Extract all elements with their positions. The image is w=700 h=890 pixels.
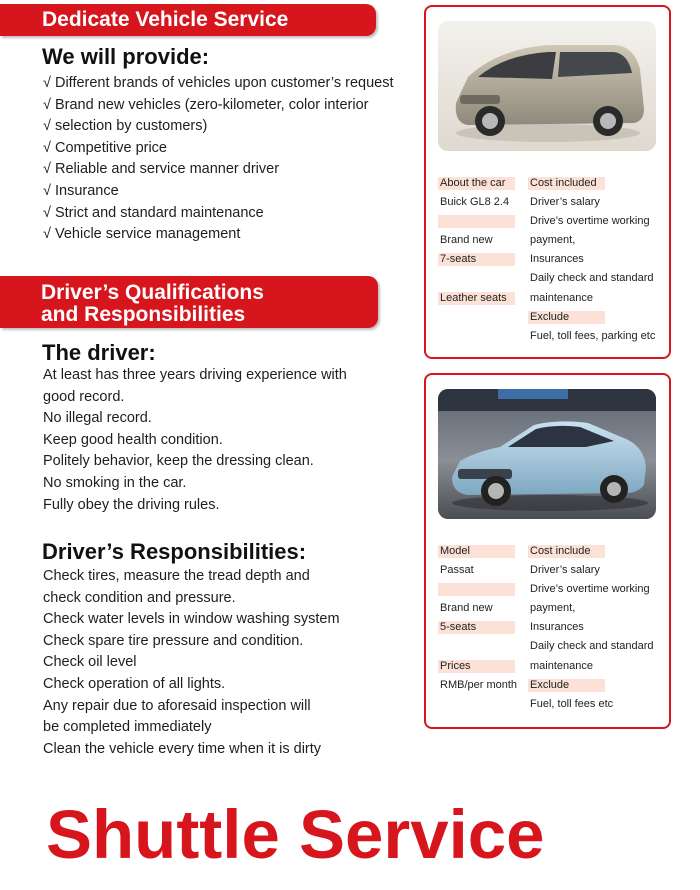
- provide-list-item: √ Competitive price: [43, 139, 168, 156]
- responsibility-list-item: Clean the vehicle every time when it is dirty: [43, 740, 322, 757]
- spec-left-cell: About the car: [438, 177, 515, 190]
- driver-list: [43, 365, 347, 516]
- spec-left-cell: [438, 640, 515, 653]
- spec-row: [438, 289, 668, 308]
- spec-row: [438, 193, 668, 212]
- spec-row: [438, 580, 668, 599]
- driver-list-item: Fully obey the driving rules.: [43, 496, 220, 513]
- driver-list-item: Keep good health condition.: [43, 431, 223, 448]
- spec-row: [438, 657, 668, 676]
- spec-left-cell: Brand new: [440, 234, 493, 247]
- provide-heading: We will provide:: [42, 44, 210, 69]
- spec-left-cell: Leather seats: [438, 292, 515, 305]
- spec-left-cell: [438, 698, 515, 711]
- spec-right-cell: Exclude: [528, 311, 605, 324]
- spec-left-cell: Prices: [438, 660, 515, 673]
- spec-right-cell: Cost included: [528, 177, 605, 190]
- spec-row: [438, 269, 668, 288]
- spec-right-cell: Fuel, toll fees, parking etc: [530, 329, 656, 342]
- responsibility-list-item: be completed immediately: [43, 719, 212, 736]
- driver-list-item: At least has three years driving experience with: [43, 367, 347, 383]
- spec-row: [438, 308, 668, 327]
- spec-left-cell: 7-seats: [438, 253, 515, 266]
- provide-list-item: √ selection by customers): [43, 118, 208, 135]
- section-banner-driver-qualifications: [0, 276, 378, 328]
- responsibility-list-item: Check water levels in window washing system: [43, 611, 340, 628]
- provide-list-item: √ Vehicle service management: [43, 226, 241, 243]
- responsibility-list-item: check condition and pressure.: [43, 589, 236, 606]
- responsibilities-list: [43, 566, 340, 760]
- spec-right-cell: Fuel, toll fees etc: [530, 697, 614, 710]
- driver-list-item: good record.: [43, 388, 125, 405]
- spec-row: [438, 599, 668, 618]
- driver-list-item: Politely behavior, keep the dressing clean.: [43, 453, 314, 470]
- spec-row: [438, 231, 668, 250]
- vehicle-card-minivan: [424, 5, 671, 359]
- spec-right-cell: Daily check and standard: [530, 272, 654, 285]
- sedan-specs-table: [438, 542, 668, 714]
- spec-right-cell: Daily check and standard: [530, 640, 654, 653]
- spec-left-cell: [438, 311, 515, 324]
- spec-left-cell: [438, 583, 515, 596]
- spec-left-cell: [438, 330, 515, 343]
- spec-right-cell: Insurances: [530, 621, 584, 634]
- spec-right-cell: maintenance: [530, 291, 593, 304]
- driver-list-item: No smoking in the car.: [43, 474, 187, 491]
- responsibility-list-item: Any repair due to aforesaid inspection will: [43, 697, 311, 714]
- spec-right-cell: Exclude: [528, 679, 605, 692]
- spec-left-cell: 5-seats: [438, 621, 515, 634]
- vehicle-card-sedan: [424, 373, 671, 729]
- shuttle-service-title: Shuttle Service: [46, 796, 545, 873]
- spec-left-cell: [438, 272, 515, 285]
- provide-list: [43, 73, 394, 246]
- spec-right-cell: Insurances: [530, 253, 584, 266]
- spec-right-cell: payment,: [530, 602, 576, 615]
- spec-left-cell: RMB/per month: [440, 678, 518, 691]
- banner-title-line2: and Responsibilities: [41, 303, 246, 326]
- spec-right-cell: Drive’s overtime working: [530, 215, 650, 228]
- spec-right-cell: maintenance: [530, 659, 593, 672]
- driver-list-item: No illegal record.: [43, 410, 152, 427]
- spec-row: [438, 637, 668, 656]
- provide-list-item: √ Different brands of vehicles upon customer’s request: [43, 75, 394, 91]
- banner-title-line1: Driver’s Qualifications: [41, 281, 264, 304]
- sedan-photo: [438, 389, 656, 519]
- spec-row: [438, 561, 668, 580]
- spec-right-cell: Driver’s salary: [530, 196, 600, 209]
- spec-row: [438, 327, 668, 346]
- spec-row: [438, 542, 668, 561]
- spec-left-cell: [438, 215, 515, 228]
- provide-list-item: √ Insurance: [43, 182, 119, 199]
- responsibility-list-item: Check spare tire pressure and condition.: [43, 632, 304, 649]
- banner-title: Dedicate Vehicle Service: [42, 8, 289, 31]
- provide-list-item: √ Strict and standard maintenance: [43, 204, 264, 221]
- minivan-photo: [438, 21, 656, 151]
- responsibility-list-item: Check oil level: [43, 654, 137, 671]
- spec-row: [438, 618, 668, 637]
- responsibility-list-item: Check operation of all lights.: [43, 675, 226, 692]
- responsibilities-heading: Driver’s Responsibilities:: [42, 539, 307, 564]
- provide-list-item: √ Reliable and service manner driver: [43, 161, 280, 178]
- responsibility-list-item: Check tires, measure the tread depth and: [43, 568, 310, 584]
- spec-right-cell: payment,: [530, 234, 576, 247]
- spec-row: [438, 250, 668, 269]
- spec-row: [438, 212, 668, 231]
- spec-left-cell: Buick GL8 2.4: [440, 196, 510, 209]
- spec-left-cell: Passat: [440, 564, 474, 577]
- spec-right-cell: Cost include: [528, 545, 605, 558]
- minivan-specs-table: [438, 174, 668, 346]
- section-banner-vehicle-service: [0, 4, 376, 36]
- spec-row: [438, 174, 668, 193]
- spec-row: [438, 695, 668, 714]
- spec-left-cell: Brand new: [440, 602, 493, 615]
- spec-row: [438, 676, 668, 695]
- spec-right-cell: Drive’s overtime working: [530, 583, 650, 596]
- driver-heading: The driver:: [42, 340, 156, 365]
- provide-list-item: √ Brand new vehicles (zero-kilometer, color interior: [43, 96, 369, 113]
- spec-left-cell: Model: [438, 545, 515, 558]
- spec-right-cell: Driver’s salary: [530, 564, 600, 577]
